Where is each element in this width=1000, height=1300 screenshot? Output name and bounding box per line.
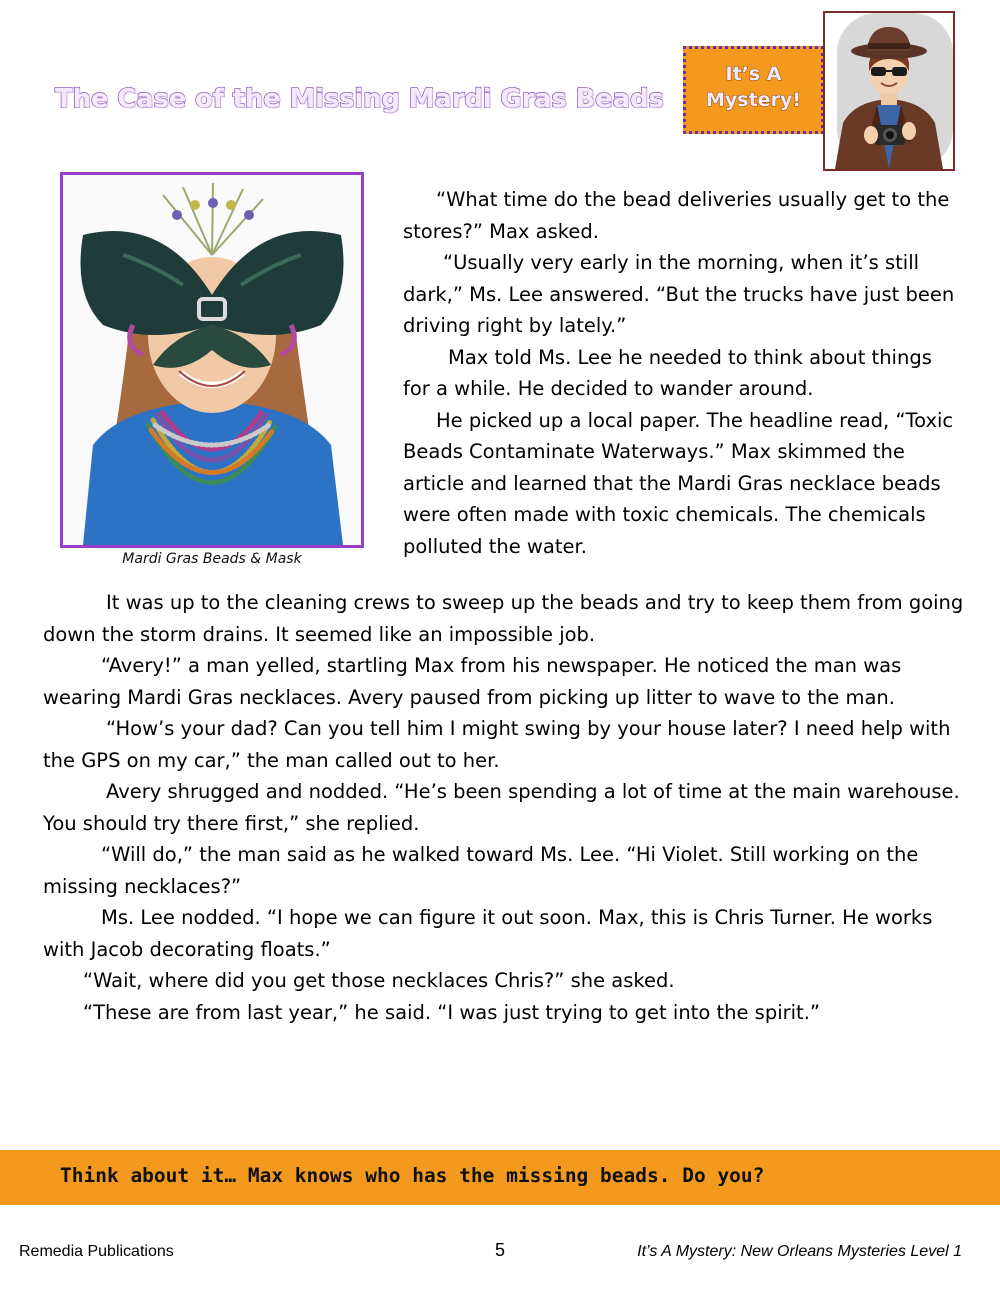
paragraph: “These are from last year,” he said. “I was just trying to get into the spirit.”	[83, 1000, 820, 1024]
page-number: 5	[494, 1240, 505, 1260]
badge-line-1: It’s A	[725, 63, 782, 85]
paragraph: Avery shrugged and nodded. “He’s been spending a lot of time at the main warehouse. You should try there first,” she replied.	[43, 780, 960, 835]
footer-book-title: It’s A Mystery: New Orleans Mysteries Level 1	[637, 1243, 962, 1260]
paragraph: Ms. Lee nodded. “I hope we can figure it out soon. Max, this is Chris Turner. He works with Jacob decorating floats.”	[43, 906, 933, 961]
paragraph: Max told Ms. Lee he needed to think about things for a while. He decided to wander around.	[403, 345, 932, 400]
paragraph: “Usually very early in the morning, when it’s still dark,” Ms. Lee answered. “But the trucks have just been driving right by lately.”	[403, 251, 955, 337]
badge-line-2: Mystery!	[706, 89, 801, 111]
banner-text: Think about it… Max knows who has the missing beads. Do you?	[60, 1164, 765, 1187]
mardi-gras-mask-image	[63, 175, 361, 545]
story-column-text	[403, 184, 963, 562]
mystery-badge	[683, 46, 824, 134]
paragraph: “Will do,” the man said as he walked toward Ms. Lee. “Hi Violet. Still working on the missing necklaces?”	[43, 843, 919, 898]
paragraph: “Wait, where did you get those necklaces Chris?” she asked.	[83, 969, 675, 992]
detective-illustration	[823, 11, 955, 171]
footer-publisher: Remedia Publications	[19, 1243, 174, 1260]
paragraph: “Avery!” a man yelled, startling Max from his newspaper. He noticed the man was wearing Mardi Gras necklaces. Avery paused from picking up litter to wave to the man.	[43, 654, 902, 709]
mardi-gras-photo	[60, 172, 364, 548]
paragraph: “What time do the bead deliveries usually get to the stores?” Max asked.	[403, 188, 950, 243]
think-about-it-banner	[0, 1150, 1000, 1205]
photo-caption: Mardi Gras Beads & Mask	[122, 551, 302, 567]
page-title: The Case of the Missing Mardi Gras Beads	[55, 84, 664, 114]
paragraph: He picked up a local paper. The headline read, “Toxic Beads Contaminate Waterways.” Max skimmed the article and learned that the Mardi Gras necklace beads were often made with toxic chemicals. The chemicals polluted the water.	[403, 408, 954, 558]
story-body-text	[43, 587, 968, 1028]
detective-icon	[825, 13, 953, 169]
paragraph: It was up to the cleaning crews to sweep up the beads and try to keep them from going down the storm drains. It seemed like an impossible job.	[43, 591, 964, 646]
paragraph: “How’s your dad? Can you tell him I might swing by your house later? I need help with the GPS on my car,” the man called out to her.	[43, 717, 951, 772]
